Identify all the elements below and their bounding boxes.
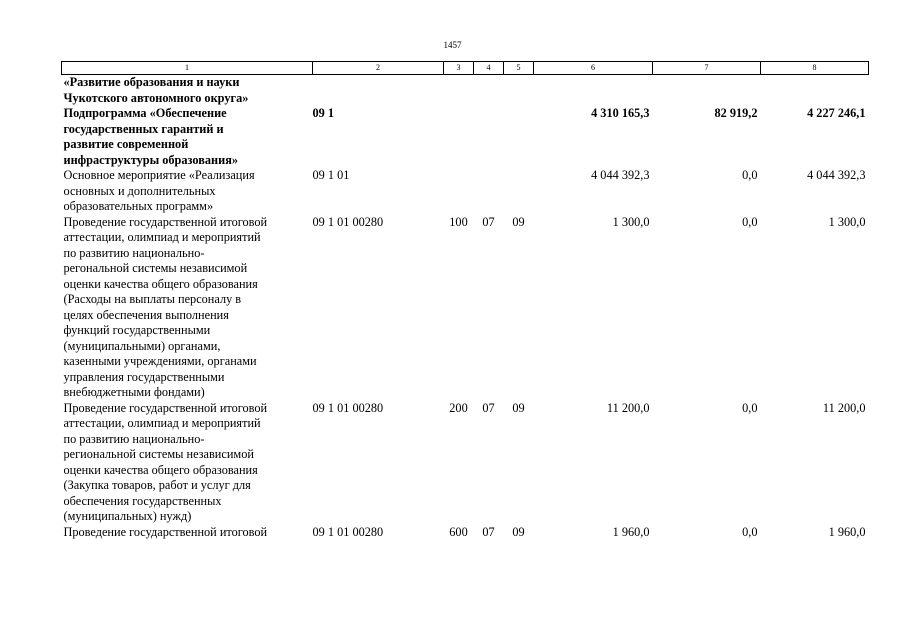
row-name-line: государственных гарантий и — [63, 121, 224, 136]
row-amount-6: 4 044 392,3 — [591, 168, 650, 182]
row-code: 09 1 01 — [312, 168, 350, 182]
row-name-line: оценки качества общего образования — [63, 462, 258, 477]
row-name — [62, 401, 313, 525]
row-amount-8 — [761, 75, 869, 107]
row-name-line: по развитию национально- — [63, 431, 205, 446]
row-section — [474, 75, 504, 107]
table-row — [62, 525, 869, 541]
row-name-line: развитие современной — [63, 137, 189, 151]
row-section — [474, 106, 504, 168]
row-name-line: регональной системы независимой — [63, 261, 248, 275]
row-code: 09 1 — [312, 106, 335, 120]
row-expense-type — [444, 75, 474, 107]
table-row — [62, 401, 869, 525]
row-name-line: обеспечения государственных — [63, 493, 222, 508]
row-name-line: Чукотского автономного округа» — [63, 90, 249, 105]
column-number-1: 1 — [62, 62, 313, 75]
row-name-line: управления государственными — [63, 369, 225, 384]
row-name — [62, 525, 313, 541]
row-name-line: Основное мероприятие «Реализация — [63, 168, 255, 182]
row-amount-8: 4 044 392,3 — [807, 168, 866, 182]
column-number-2: 2 — [313, 62, 444, 75]
row-name-line: регионaльной системы независимой — [63, 447, 254, 461]
row-name-line: (муниципальных) нужд) — [63, 509, 192, 523]
table-row — [62, 75, 869, 107]
row-amount-8: 4 227 246,1 — [807, 106, 866, 120]
row-name-line: образовательных программ» — [63, 199, 214, 213]
row-name — [62, 168, 313, 215]
row-name-line: (муниципальными) органами, — [63, 338, 221, 353]
table-row — [62, 106, 869, 168]
row-code — [313, 75, 444, 107]
row-name-line: Подпрограмма «Обеспечение — [63, 106, 227, 120]
row-subsection: 09 — [512, 400, 525, 415]
row-name-line: Проведение государственной итоговой — [63, 400, 268, 415]
row-subsection — [504, 106, 534, 168]
row-name-line: (Закупка товаров, работ и услуг для — [63, 478, 251, 492]
row-amount-7: 82 919,2 — [714, 106, 758, 120]
row-name-line: аттестации, олимпиад и мероприятий — [63, 230, 261, 244]
row-code: 09 1 01 00280 — [312, 524, 384, 539]
row-name — [62, 215, 313, 401]
column-number-6: 6 — [534, 62, 653, 75]
row-name-line: оценки качества общего образования — [63, 276, 258, 291]
table-row — [62, 168, 869, 215]
row-name-line: казенными учреждениями, органами — [63, 354, 257, 368]
row-code: 09 1 01 00280 — [312, 214, 384, 229]
row-amount-8: 11 200,0 — [822, 400, 866, 415]
row-name-line: «Развитие образования и науки — [63, 75, 240, 89]
row-name-line: по развитию национально- — [63, 245, 205, 260]
row-name-line: функций государственными — [63, 323, 211, 337]
table-row — [62, 215, 869, 401]
row-section: 07 — [482, 524, 495, 539]
row-amount-6 — [534, 75, 653, 107]
row-expense-type — [444, 106, 474, 168]
row-subsection: 09 — [512, 214, 525, 229]
row-name-line: основных и дополнительных — [63, 183, 216, 198]
row-name-line: аттестации, олимпиад и мероприятий — [63, 416, 261, 430]
row-amount-6: 11 200,0 — [606, 400, 650, 415]
column-number-8: 8 — [761, 62, 869, 75]
row-amount-7: 0,0 — [742, 168, 758, 182]
column-number-3: 3 — [444, 62, 474, 75]
row-name-line: Проведение государственной итоговой — [63, 214, 268, 229]
row-name-line: (Расходы на выплаты персоналу в — [63, 292, 242, 306]
row-section: 07 — [482, 400, 495, 415]
row-code: 09 1 01 00280 — [312, 400, 384, 415]
row-subsection: 09 — [512, 524, 525, 539]
row-subsection — [504, 168, 534, 215]
row-subsection — [504, 75, 534, 107]
row-amount-7: 0,0 — [742, 214, 758, 229]
row-expense-type: 100 — [449, 214, 468, 229]
row-amount-6: 1 300,0 — [612, 214, 650, 229]
budget-table — [61, 61, 869, 540]
row-name — [62, 106, 313, 168]
row-amount-8: 1 960,0 — [828, 524, 866, 539]
row-expense-type: 200 — [449, 400, 468, 415]
row-section: 07 — [482, 214, 495, 229]
column-number-header-row — [62, 62, 869, 75]
row-name-line: инфраструктуры образования» — [63, 152, 239, 167]
row-amount-7: 0,0 — [742, 524, 758, 539]
row-section — [474, 168, 504, 215]
row-name-line: внебюджетными фондами) — [63, 385, 205, 399]
row-amount-7 — [653, 75, 761, 107]
row-expense-type — [444, 168, 474, 215]
row-amount-8: 1 300,0 — [828, 214, 866, 229]
column-number-4: 4 — [474, 62, 504, 75]
column-number-5: 5 — [504, 62, 534, 75]
row-name — [62, 75, 313, 107]
row-amount-7: 0,0 — [742, 400, 758, 415]
row-amount-6: 4 310 165,3 — [591, 106, 650, 120]
row-amount-6: 1 960,0 — [612, 524, 650, 539]
page-number: 1457 — [443, 40, 462, 50]
row-name-line: целях обеспечения выполнения — [63, 307, 229, 322]
row-expense-type: 600 — [449, 524, 468, 539]
column-number-7: 7 — [653, 62, 761, 75]
row-name-line: Проведение государственной итоговой — [63, 524, 268, 539]
